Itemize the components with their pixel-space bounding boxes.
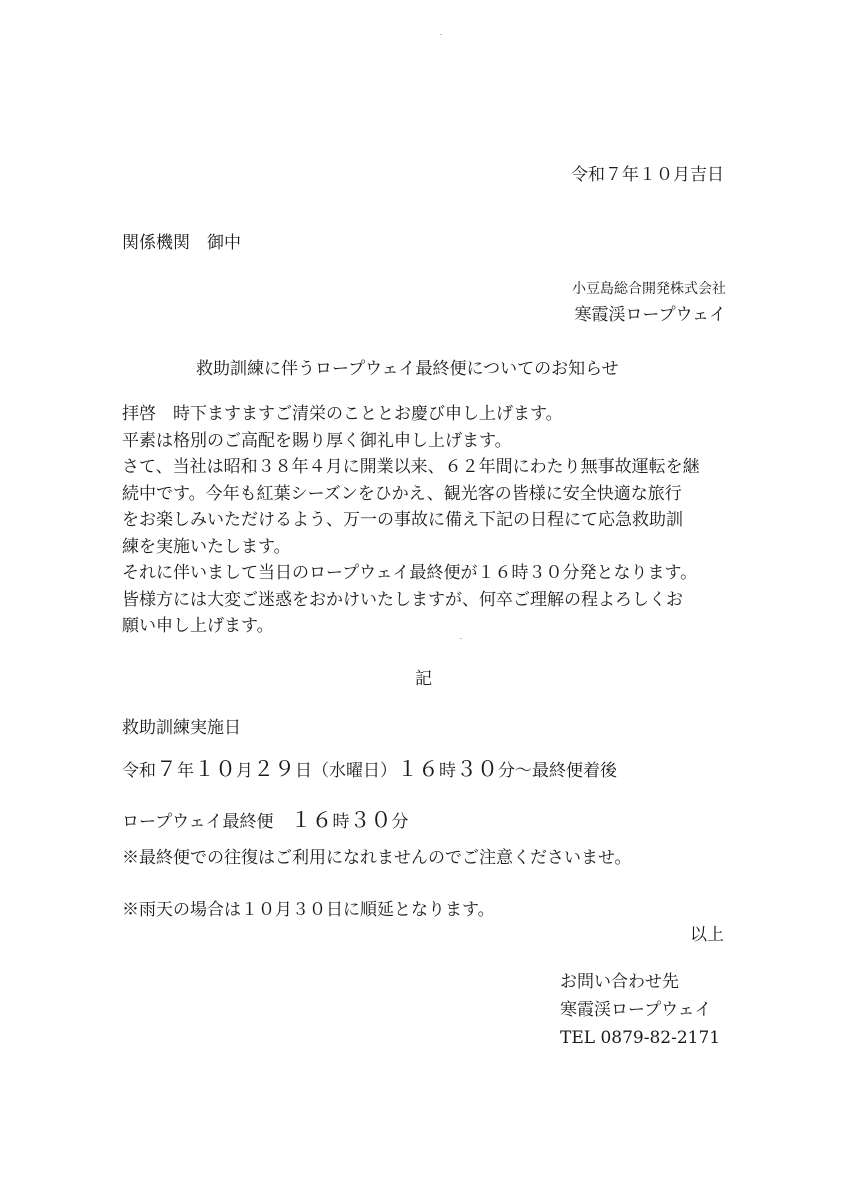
month: １０ [194,757,236,781]
department-name: 寒霞渓ロープウェイ [574,305,726,325]
month-unit: 月 [236,761,253,781]
hour-unit: 時 [439,761,456,781]
last-run-hour: １６ [290,808,333,832]
body-line: さて、当社は昭和３８年４月に開業以来、６２年間にわたり無事故運転を継 [122,457,700,477]
ki-heading: 記 [415,669,432,689]
day-unit: 日 [295,761,312,781]
body-line: をお楽しみいただけるよう、万一の事故に備え下記の日程にて応急救助訓 [122,510,683,530]
last-run-minute: ３０ [349,808,392,832]
last-run-label: ロープウェイ最終便 [122,812,291,832]
note-rain: ※雨天の場合は１０月３０日に順延となります。 [122,900,495,920]
minute-unit: 分～最終便着後 [498,761,617,781]
last-run-hour-unit: 時 [332,812,350,832]
document-title: 救助訓練に伴うロープウェイ最終便についてのお知らせ [196,359,619,379]
era: 令和 [122,761,156,781]
body-text [122,401,732,640]
body-line: 練を実施いたします。 [122,536,291,557]
scan-speck [440,34,442,35]
scan-speck [460,638,462,639]
schedule-date [122,753,617,783]
contact-tel: TEL 0879-82-2171 [560,1028,721,1048]
body-line: 拝啓 時下ますますご清栄のこととお慶び申し上げます。 [122,404,563,424]
body-line: 平素は格別のご高配を賜り厚く御礼申し上げます。 [122,430,512,451]
hour: １６ [397,757,439,781]
body-line: 続中です。今年も紅葉シーズンをひかえ、観光客の皆様に安全快適な旅行 [122,483,682,504]
body-line: それに伴いまして当日のロープウェイ最終便が１６時３０分発となります。 [122,563,698,583]
addressee: 関係機関 御中 [122,233,241,253]
body-line: 皆様方には大変ご迷惑をおかけいたしますが、何卒ご理解の程よろしくお [122,589,683,610]
closing: 以上 [690,925,724,945]
year-unit: 年 [177,761,194,781]
minute: ３０ [456,757,498,781]
day: ２９ [253,757,295,781]
last-run-minute-unit: 分 [391,812,409,832]
contact-block [560,968,720,1052]
year: ７ [156,757,177,781]
schedule-label: 救助訓練実施日 [122,718,241,738]
contact-name: 寒霞渓ロープウェイ [560,1000,712,1020]
note-roundtrip: ※最終便での往復はご利用になれませんのでご注意くださいませ。 [122,848,632,868]
contact-label: お問い合わせ先 [560,972,679,992]
weekday: （水曜日） [312,761,397,781]
body-line: 願い申し上げます。 [122,616,274,636]
company-name: 小豆島総合開発株式会社 [572,281,726,297]
document-date: 令和７年１０月吉日 [571,165,724,185]
last-run [122,804,408,834]
